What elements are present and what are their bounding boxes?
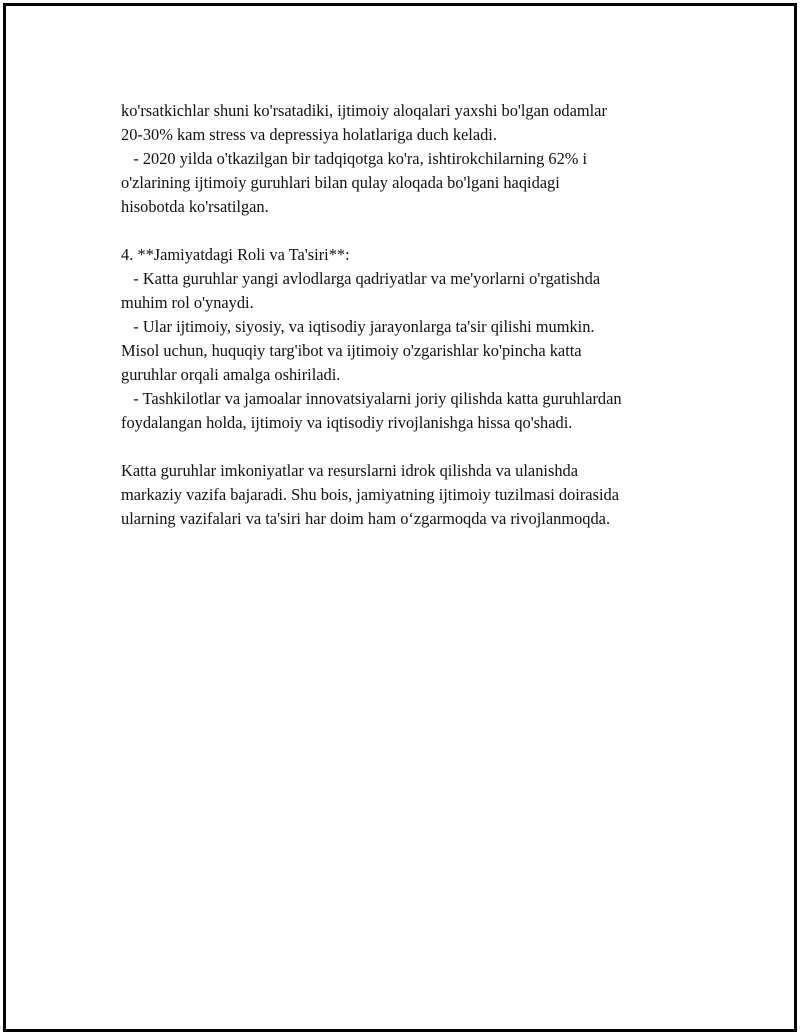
text-line: ularning vazifalari va ta'siri har doim ham o‘zgarmoqda va rivojlanmoqda. <box>121 509 611 528</box>
text-line: muhim rol o'ynaydi. <box>121 293 254 312</box>
text-line: - Tashkilotlar va jamoalar innovatsiyalarni joriy qilishda katta guruhlardan <box>121 389 622 408</box>
page-frame <box>3 3 797 1032</box>
document-body <box>121 99 721 531</box>
text-line: o'zlarining ijtimoiy guruhlari bilan qulay aloqada bo'lgani haqidagi <box>121 173 560 192</box>
paragraph-spacer <box>121 435 721 459</box>
paragraph-spacer <box>121 219 721 243</box>
text-line: - 2020 yilda o'tkazilgan bir tadqiqotga ko'ra, ishtirokchilarning 62% i <box>121 149 588 168</box>
text-line: guruhlar orqali amalga oshiriladi. <box>121 365 341 384</box>
paragraph-1 <box>121 99 721 219</box>
section-heading: 4. **Jamiyatdagi Roli va Ta'siri**: <box>121 245 350 264</box>
text-line: markaziy vazifa bajaradi. Shu bois, jamiyatning ijtimoiy tuzilmasi doirasida <box>121 485 619 504</box>
text-line: hisobotda ko'rsatilgan. <box>121 197 269 216</box>
text-line: - Ular ijtimoiy, siyosiy, va iqtisodiy jarayonlarga ta'sir qilishi mumkin. <box>121 317 595 336</box>
text-line: Katta guruhlar imkoniyatlar va resurslarni idrok qilishda va ulanishda <box>121 461 578 480</box>
paragraph-2 <box>121 243 721 435</box>
text-line: Misol uchun, huquqiy targ'ibot va ijtimoiy o'zgarishlar ko'pincha katta <box>121 341 582 360</box>
text-line: ko'rsatkichlar shuni ko'rsatadiki, ijtimoiy aloqalari yaxshi bo'lgan odamlar <box>121 101 607 120</box>
paragraph-3 <box>121 459 721 531</box>
text-line: foydalangan holda, ijtimoiy va iqtisodiy rivojlanishga hissa qo'shadi. <box>121 413 573 432</box>
text-line: - Katta guruhlar yangi avlodlarga qadriyatlar va me'yorlarni o'rgatishda <box>121 269 601 288</box>
text-line: 20-30% kam stress va depressiya holatlariga duch keladi. <box>121 125 497 144</box>
